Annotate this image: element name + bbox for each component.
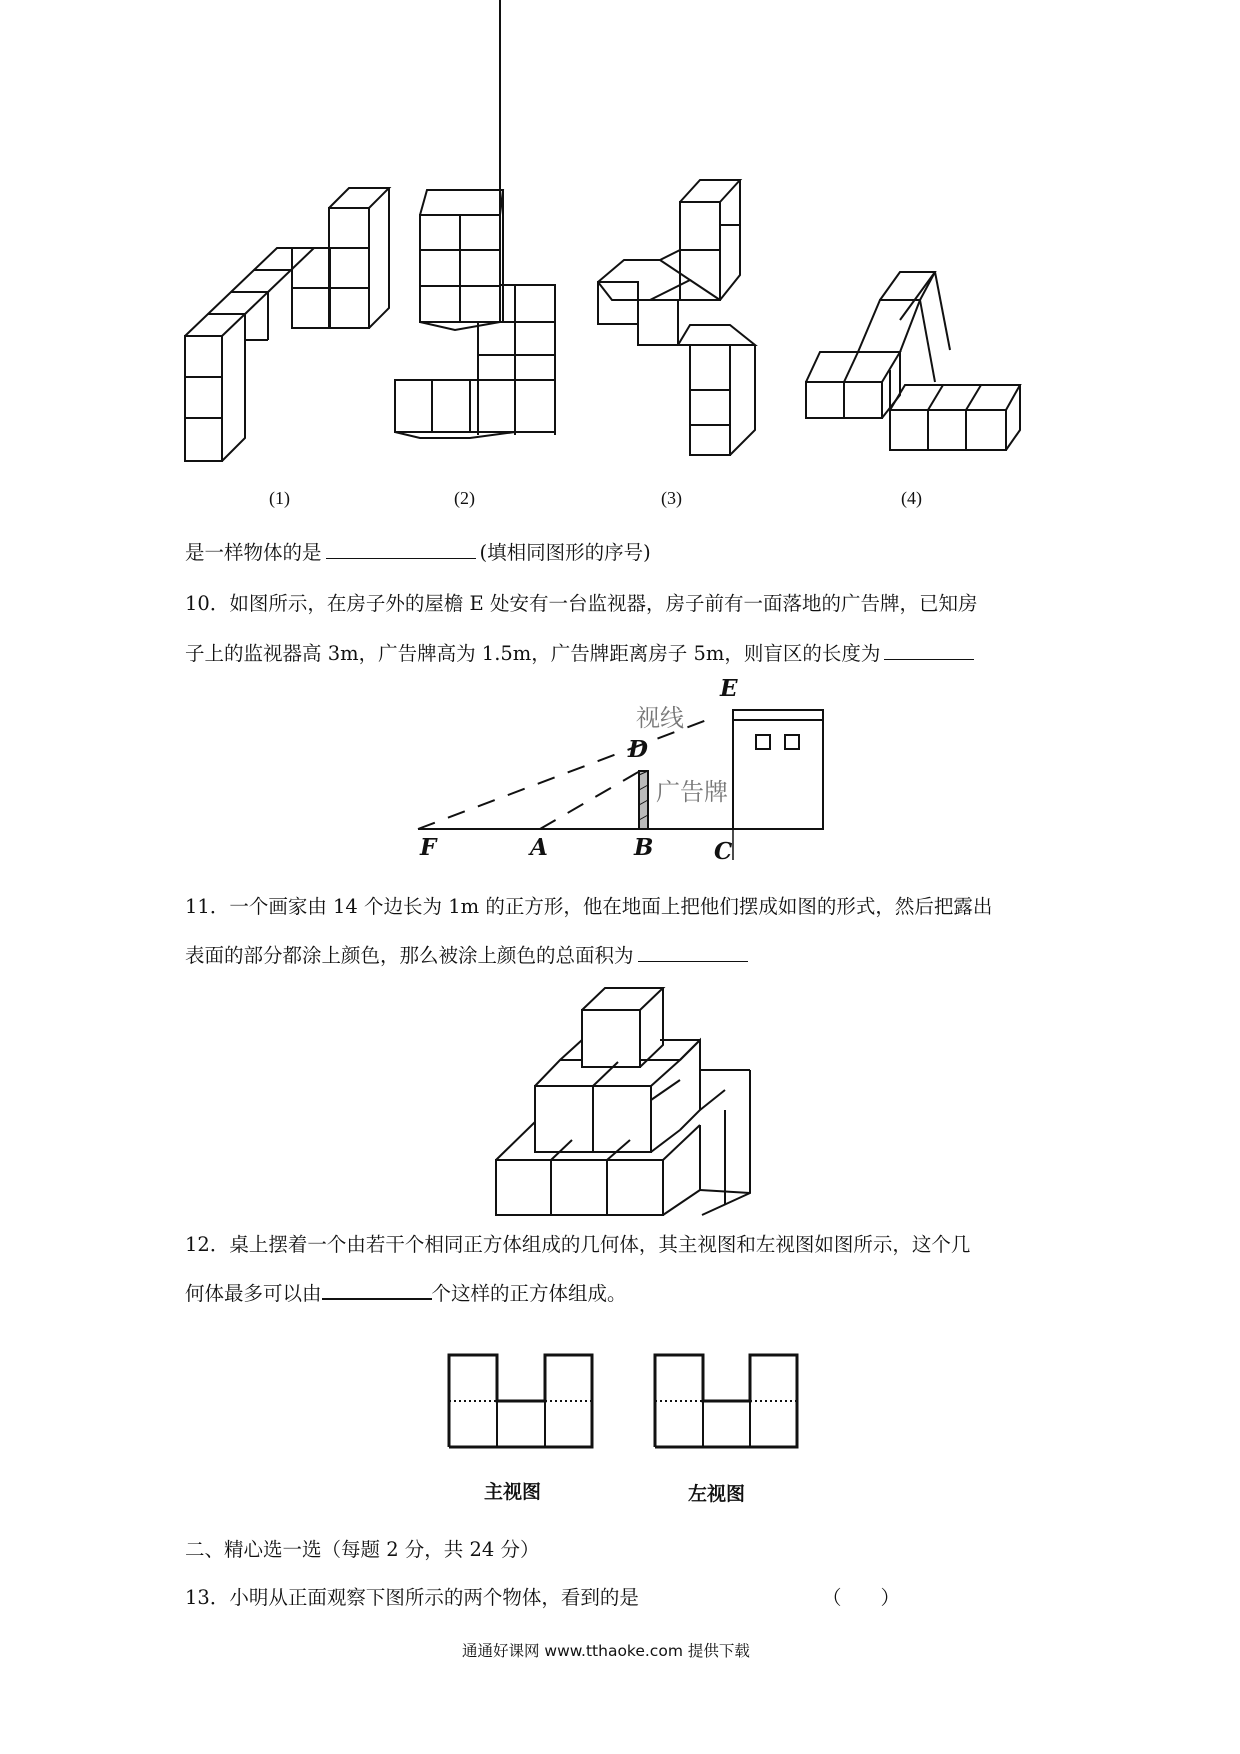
q13-text: 13．小明从正面观察下图所示的两个物体，看到的是 xyxy=(185,1586,639,1609)
label-E: E xyxy=(720,675,738,702)
label-D: D xyxy=(628,736,648,763)
q12-line-2-b: 个这样的正方体组成。 xyxy=(431,1282,627,1305)
left-view-label: 左视图 xyxy=(688,1483,746,1505)
label-F: F xyxy=(420,834,437,861)
q11-line-2-text: 表面的部分都涂上颜色，那么被涂上颜色的总面积为 xyxy=(185,944,634,967)
front-view-label: 主视图 xyxy=(484,1481,542,1503)
label-A: A xyxy=(530,834,548,861)
q11-line-1: 11．一个画家由 14 个边长为 1m 的正方形，他在地面上把他们摆成如图的形式，然后把露出 xyxy=(185,895,993,918)
q10-line-1: 10．如图所示，在房子外的屋檐 E 处安有一台监视器，房子前有一面落地的广告牌，已知房 xyxy=(185,592,978,615)
footer-source: 通通好课网 www.tthaoke.com 提供下载 xyxy=(462,1642,750,1660)
figure-caption-3: (3) xyxy=(661,488,682,508)
q12-line-1: 12．桌上摆着一个由若干个相同正方体组成的几何体，其主视图和左视图如图所示，这个几 xyxy=(185,1233,971,1256)
label-sight-line: 视线 xyxy=(636,704,684,732)
left-view-drawing xyxy=(655,1355,797,1447)
figure-caption-4: (4) xyxy=(901,488,922,508)
q9-suffix: (填相同图形的序号) xyxy=(479,541,651,564)
q12-line-2-a: 何体最多可以由 xyxy=(185,1282,322,1305)
q10-line-2-text: 子上的监视器高 3m，广告牌高为 1.5m，广告牌距离房子 5m，则盲区的长度为 xyxy=(185,642,881,665)
label-C: C xyxy=(714,838,733,865)
label-B: B xyxy=(634,834,654,861)
q13-answer-paren[interactable]: （ ） xyxy=(822,1586,901,1609)
figure-caption-2: (2) xyxy=(454,488,475,508)
label-billboard: 广告牌 xyxy=(656,778,728,806)
section-2-title: 二、精心选一选（每题 2 分，共 24 分） xyxy=(185,1538,540,1561)
q9-text: 是一样物体的是 xyxy=(185,541,322,564)
figure-caption-1: (1) xyxy=(269,488,290,508)
front-view-drawing xyxy=(449,1355,592,1447)
